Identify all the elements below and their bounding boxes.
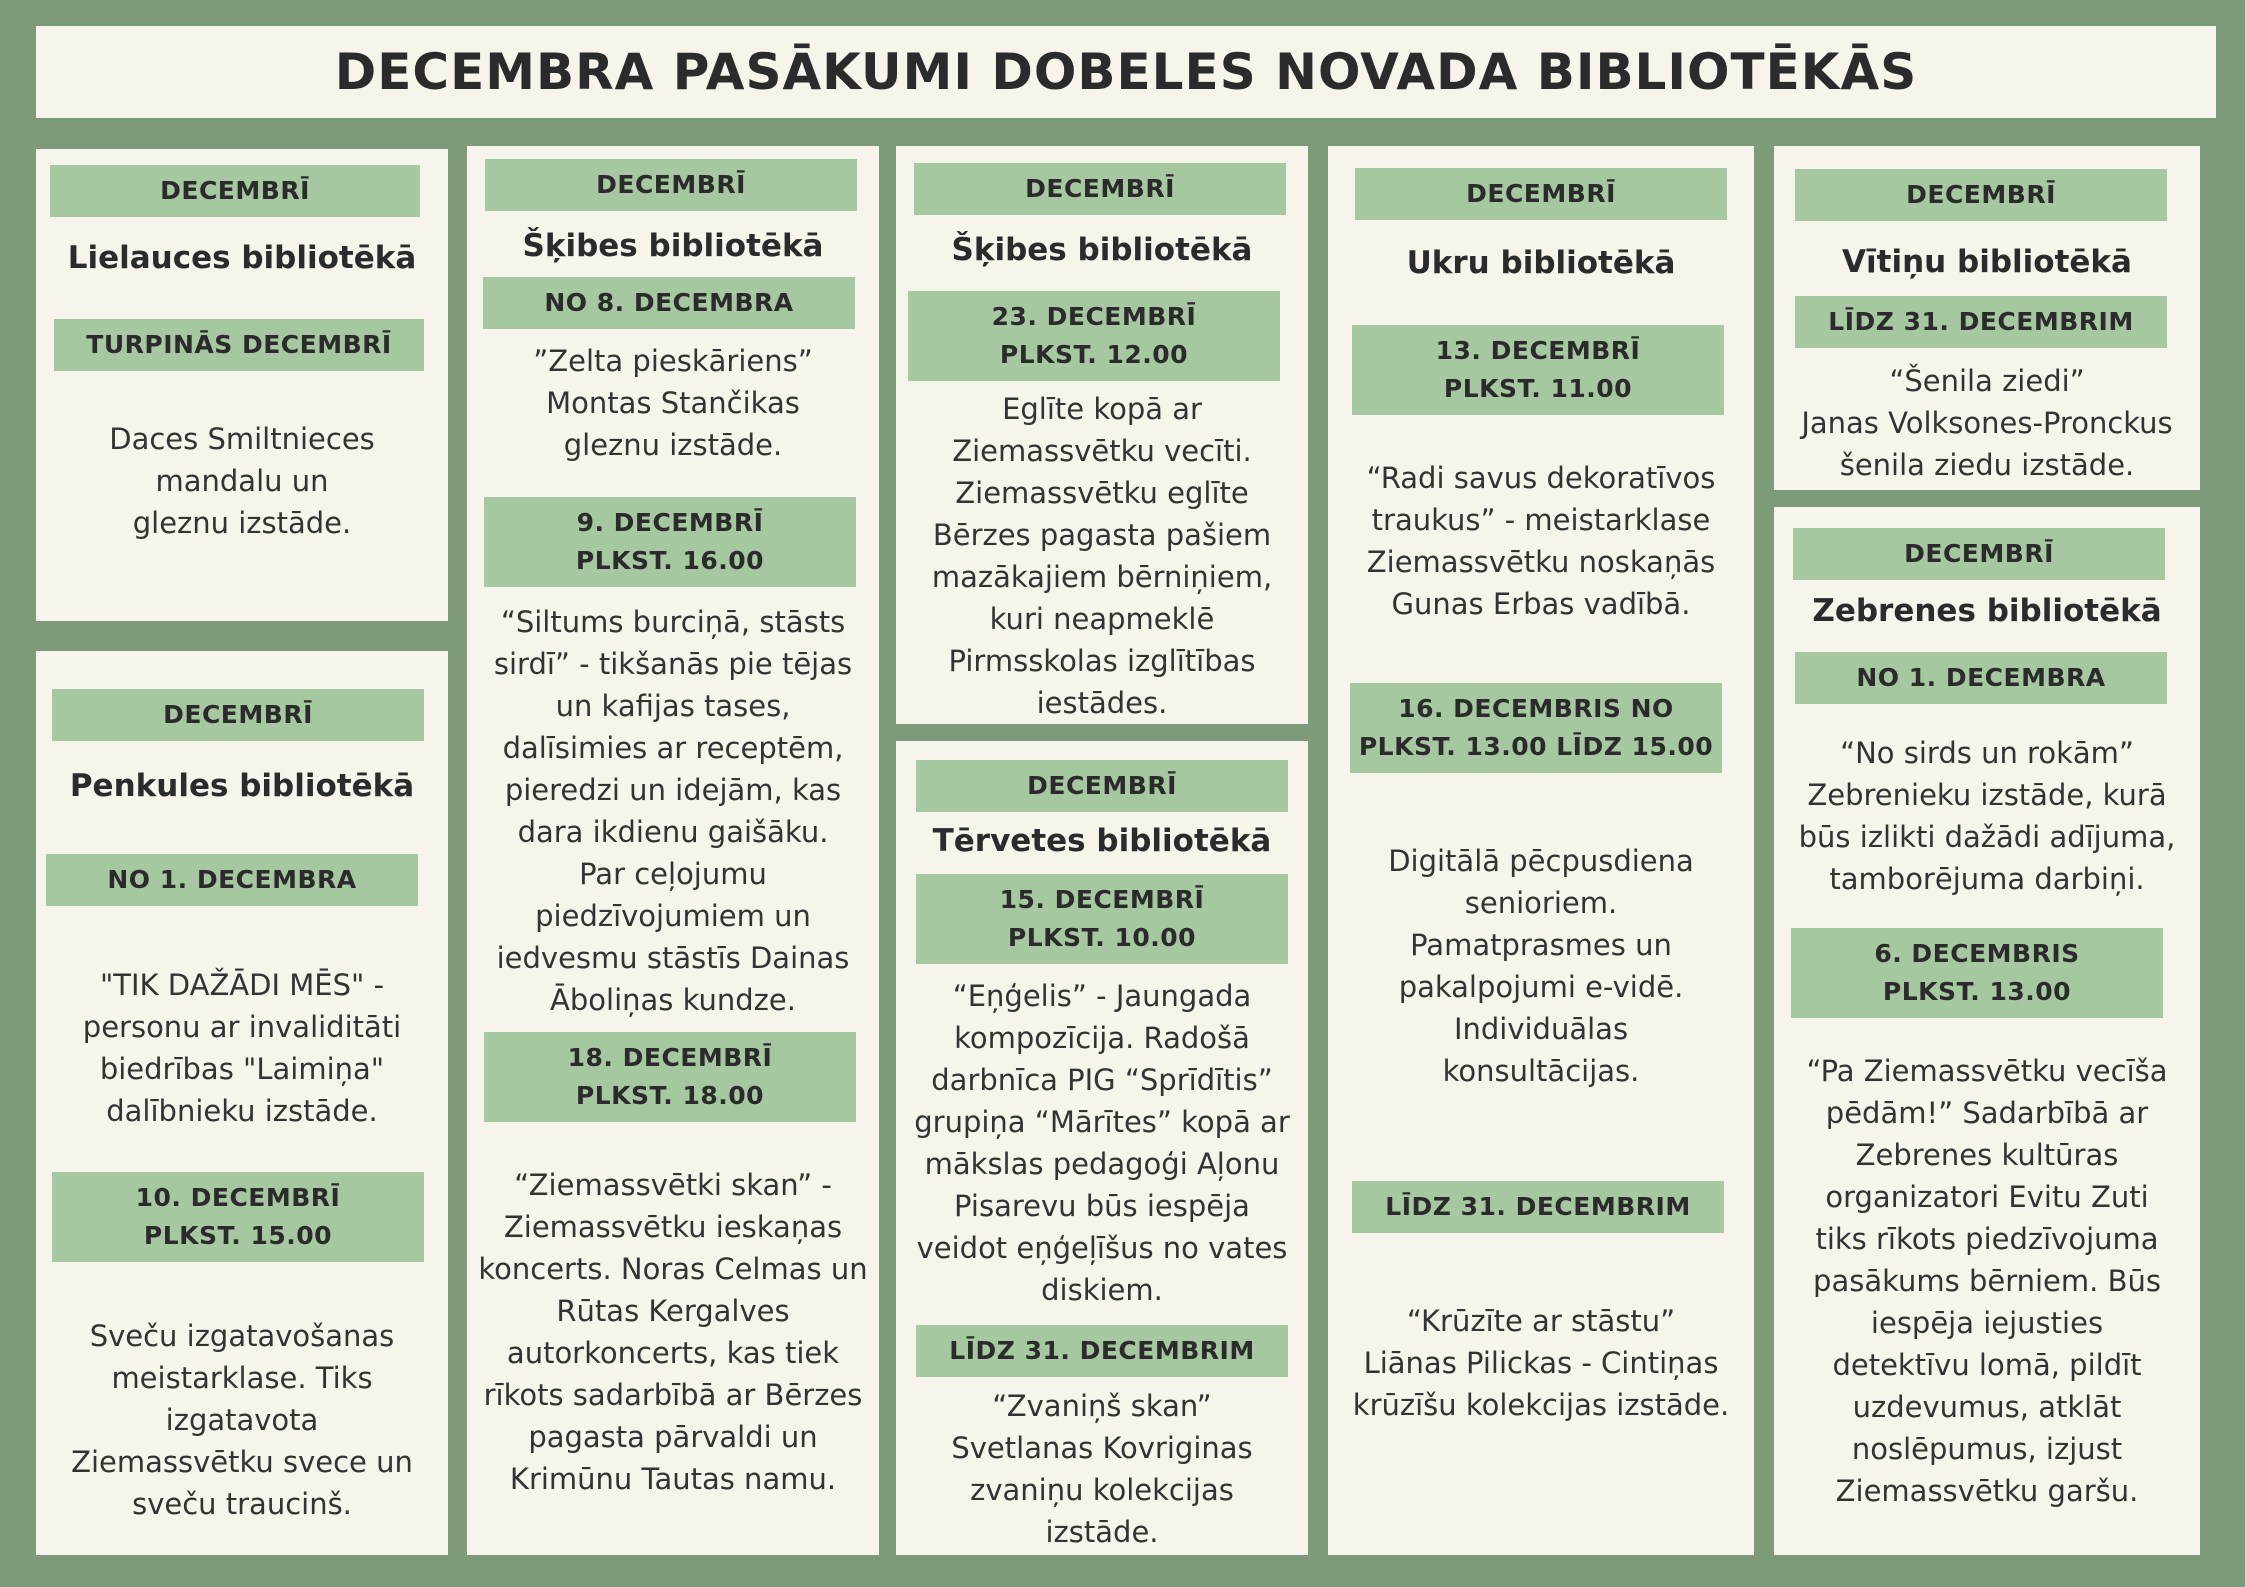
event-description: “Siltums burciņā, stāsts sirdī” - tikšanās pie tējas un kafijas tases, dalīsimies ar receptēm, pieredzi un idejām, kas dara ikdienu gaišāku. Par ceļojumu piedzīvojumiem un iedvesmu stāstīs Dainas Āboliņas kundze.	[493, 605, 853, 1017]
event-date: 15. DECEMBRĪ PLKST. 10.00	[916, 874, 1288, 964]
month-tag: DECEMBRĪ	[914, 163, 1286, 215]
event-description: Eglīte kopā ar Ziemassvētku vecīti. Ziemassvētku eglīte Bērzes pagasta pašiem mazākajiem bērniņiem, kuri neapmeklē Pirmsskolas izglītības iestādes.	[931, 392, 1273, 720]
page-title: DECEMBRA PASĀKUMI DOBELES NOVADA BIBLIOTĒKĀS	[334, 43, 1918, 101]
panel-lielauce	[36, 149, 448, 621]
library-name: Penkules bibliotēkā	[69, 768, 415, 804]
event-date: 16. DECEMBRIS NO PLKST. 13.00 LĪDZ 15.00	[1350, 683, 1722, 773]
event-date: 10. DECEMBRĪ PLKST. 15.00	[52, 1172, 424, 1262]
event-description: ”Zelta pieskāriens” Montas Stančikas gleznu izstāde.	[533, 344, 813, 462]
month-tag: DECEMBRĪ	[916, 760, 1288, 812]
month-tag: DECEMBRĪ	[485, 159, 857, 211]
library-name: Vītiņu bibliotēkā	[1842, 244, 2132, 280]
library-name: Šķibes bibliotēkā	[951, 232, 1253, 268]
library-name: Lielauces bibliotēkā	[67, 240, 417, 276]
event-description: “Zvaniņš skan” Svetlanas Kovriginas zvaniņu kolekcijas izstāde.	[951, 1389, 1253, 1549]
event-description: “Krūzīte ar stāstu” Liānas Pilickas - Cintiņas krūzīšu kolekcijas izstāde.	[1352, 1304, 1730, 1422]
panel-skibe	[467, 146, 879, 1555]
panel-ukri	[1328, 146, 1754, 1555]
event-description: “Ziemassvētki skan” - Ziemassvētku ieskaņas koncerts. Noras Celmas un Rūtas Kergalves autorkoncerts, kas tiek rīkots sadarbībā ar Bērzes pagasta pārvaldi un Krimūnu Tautas namu.	[478, 1168, 868, 1496]
event-date: LĪDZ 31. DECEMBRIM	[916, 1325, 1288, 1377]
event-description: Daces Smiltnieces mandalu un gleznu izstāde.	[109, 422, 375, 540]
event-date: 9. DECEMBRĪ PLKST. 16.00	[484, 497, 856, 587]
month-tag: DECEMBRĪ	[1793, 528, 2165, 580]
event-date: NO 1. DECEMBRA	[46, 854, 418, 906]
event-date: 23. DECEMBRĪ PLKST. 12.00	[908, 291, 1280, 381]
event-date: NO 8. DECEMBRA	[483, 277, 855, 329]
panel-penkule	[36, 651, 448, 1555]
event-description: Sveču izgatavošanas meistarklase. Tiks izgatavota Ziemassvētku svece un sveču traucinš.	[71, 1319, 413, 1521]
month-tag: DECEMBRĪ	[1355, 168, 1727, 220]
event-date: 6. DECEMBRIS PLKST. 13.00	[1791, 928, 2163, 1018]
event-description: “No sirds un rokām” Zebrenieku izstāde, kurā būs izlikti dažādi adījuma, tamborējuma darbiņi.	[1798, 736, 2176, 896]
panel-vitini	[1774, 146, 2200, 490]
event-description: Digitālā pēcpusdiena senioriem. Pamatprasmes un pakalpojumi e-vidē. Individuālas konsultācijas.	[1388, 844, 1694, 1088]
library-name: Ukru bibliotēkā	[1406, 245, 1676, 281]
event-date: 13. DECEMBRĪ PLKST. 11.00	[1352, 325, 1724, 415]
event-date: 18. DECEMBRĪ PLKST. 18.00	[484, 1032, 856, 1122]
event-date: LĪDZ 31. DECEMBRIM	[1795, 296, 2167, 348]
library-name: Tērvetes bibliotēkā	[932, 823, 1272, 859]
panel-tervete	[896, 741, 1308, 1555]
library-name: Zebrenes bibliotēkā	[1812, 593, 2162, 629]
event-description: “Pa Ziemassvētku vecīša pēdām!” Sadarbībā ar Zebrenes kultūras organizatori Evitu Zuti tiks rīkots piedzīvojuma pasākums bērniem. Būs iespēja iejusties detektīvu lomā, pildīt uzdevumus, atklāt noslēpumus, izjust Ziemassvētku garšu.	[1806, 1054, 2168, 1508]
library-name: Šķibes bibliotēkā	[522, 228, 824, 264]
month-tag: DECEMBRĪ	[50, 165, 420, 217]
event-description: “Šenila ziedi” Janas Volksones-Pronckus šenila ziedu izstāde.	[1801, 364, 2173, 482]
event-date: TURPINĀS DECEMBRĪ	[54, 319, 424, 371]
panel-zebrene	[1774, 507, 2200, 1555]
month-tag: DECEMBRĪ	[1795, 169, 2167, 221]
event-description: "TIK DAŽĀDI MĒS" - personu ar invaliditāti biedrības "Laimiņa" dalībnieku izstāde.	[82, 968, 402, 1128]
event-date: NO 1. DECEMBRA	[1795, 652, 2167, 704]
panel-skibe-2	[896, 146, 1308, 724]
title-bar	[36, 26, 2216, 118]
event-description: “Radi savus dekoratīvos traukus” - meistarklase Ziemassvētku noskaņās Gunas Erbas vadībā.	[1366, 461, 1716, 621]
event-description: “Eņģelis” - Jaungada kompozīcija. Radošā darbnīca PIG “Sprīdītis” grupiņa “Mārītes” kopā ar mākslas pedagoģi Aļonu Pisarevu būs iespēja veidot eņģeļīšus no vates diskiem.	[914, 979, 1290, 1307]
event-date: LĪDZ 31. DECEMBRIM	[1352, 1181, 1724, 1233]
month-tag: DECEMBRĪ	[52, 689, 424, 741]
